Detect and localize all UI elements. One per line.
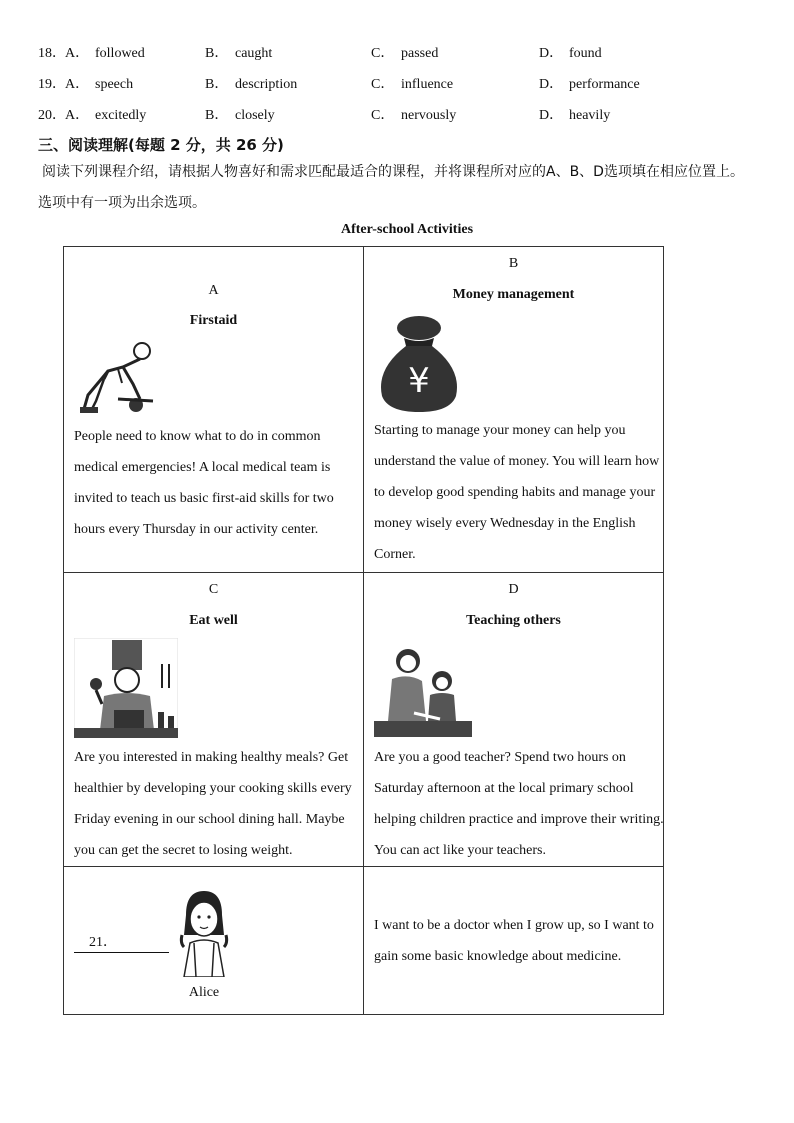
activity-letter: B xyxy=(508,256,519,271)
teacher-child-illustration xyxy=(374,643,472,737)
question-number: 20． xyxy=(38,108,66,123)
option-a: A． followed xyxy=(65,46,145,61)
activity-title: Money management xyxy=(452,287,575,302)
activity-description: Are you interested in making healthy meals? Get healthier by developing your cooking skills every Friday evening in our school dining hall. Maybe you can get the secret to losing weight. xyxy=(74,750,352,858)
table-title: After-school Activities xyxy=(340,222,474,237)
option-c: C． nervously xyxy=(371,108,457,123)
option-b: B． caught xyxy=(205,46,273,61)
activity-title: Teaching others xyxy=(466,613,561,628)
question-number: 18． xyxy=(38,46,66,61)
option-d: D． found xyxy=(539,46,602,61)
section-title: 三、阅读理解(每题 2 分，共 26 分) xyxy=(38,136,284,154)
activity-letter: D xyxy=(508,582,519,597)
section-instructions: 阅读下列课程介绍，请根据人物喜好和需求匹配最适合的课程，并将课程所对应的A、B、D选项填在相应位置上。选项中有一项为出余选项。 xyxy=(38,164,744,211)
activity-cell-a xyxy=(64,247,364,573)
option-c: C． passed xyxy=(371,46,439,61)
activity-description: Are you a good teacher? Spend two hours on Saturday afternoon at the local primary school helping children practice and improve their writing. You can act like your teachers. xyxy=(374,750,664,858)
activity-title: Firstaid xyxy=(189,313,238,328)
activity-description: Starting to manage your money can help you understand the value of money. You will learn how to develop good spending habits and manage your money wisely every Wednesday in the English Corner. xyxy=(374,423,660,562)
activity-title: Eat well xyxy=(189,613,238,628)
option-b: B． closely xyxy=(205,108,275,123)
option-d: D． heavily xyxy=(539,108,611,123)
money-bag-icon xyxy=(374,314,464,414)
option-d: D． performance xyxy=(539,77,640,92)
option-a: A． excitedly xyxy=(65,108,147,123)
option-c: C． influence xyxy=(371,77,454,92)
first-aid-illustration xyxy=(78,339,158,415)
question-number: 19． xyxy=(38,77,66,92)
activity-cell-c xyxy=(64,573,364,867)
activity-cell-b xyxy=(364,247,664,573)
activity-cell-d xyxy=(364,573,664,867)
svg-text:¥: ¥ xyxy=(408,361,430,401)
person-name: Alice xyxy=(188,985,220,1000)
person-cell xyxy=(64,867,364,1015)
activity-letter: A xyxy=(208,283,219,298)
option-b: B． description xyxy=(205,77,298,92)
activity-letter: C xyxy=(208,582,219,597)
chef-cooking-illustration xyxy=(74,638,178,738)
person-need-text: I want to be a doctor when I grow up, so I want to gain some basic knowledge about medicine. xyxy=(374,918,654,964)
option-a: A． speech xyxy=(65,77,134,92)
activities-table xyxy=(63,246,664,1015)
girl-portrait xyxy=(174,885,234,977)
activity-description: People need to know what to do in common medical emergencies! A local medical team is invited to teach us basic first-aid skills for two hours every Thursday in our activity center. xyxy=(74,429,334,537)
person-need-cell xyxy=(364,867,664,1015)
blank-number: 21． xyxy=(89,935,117,950)
